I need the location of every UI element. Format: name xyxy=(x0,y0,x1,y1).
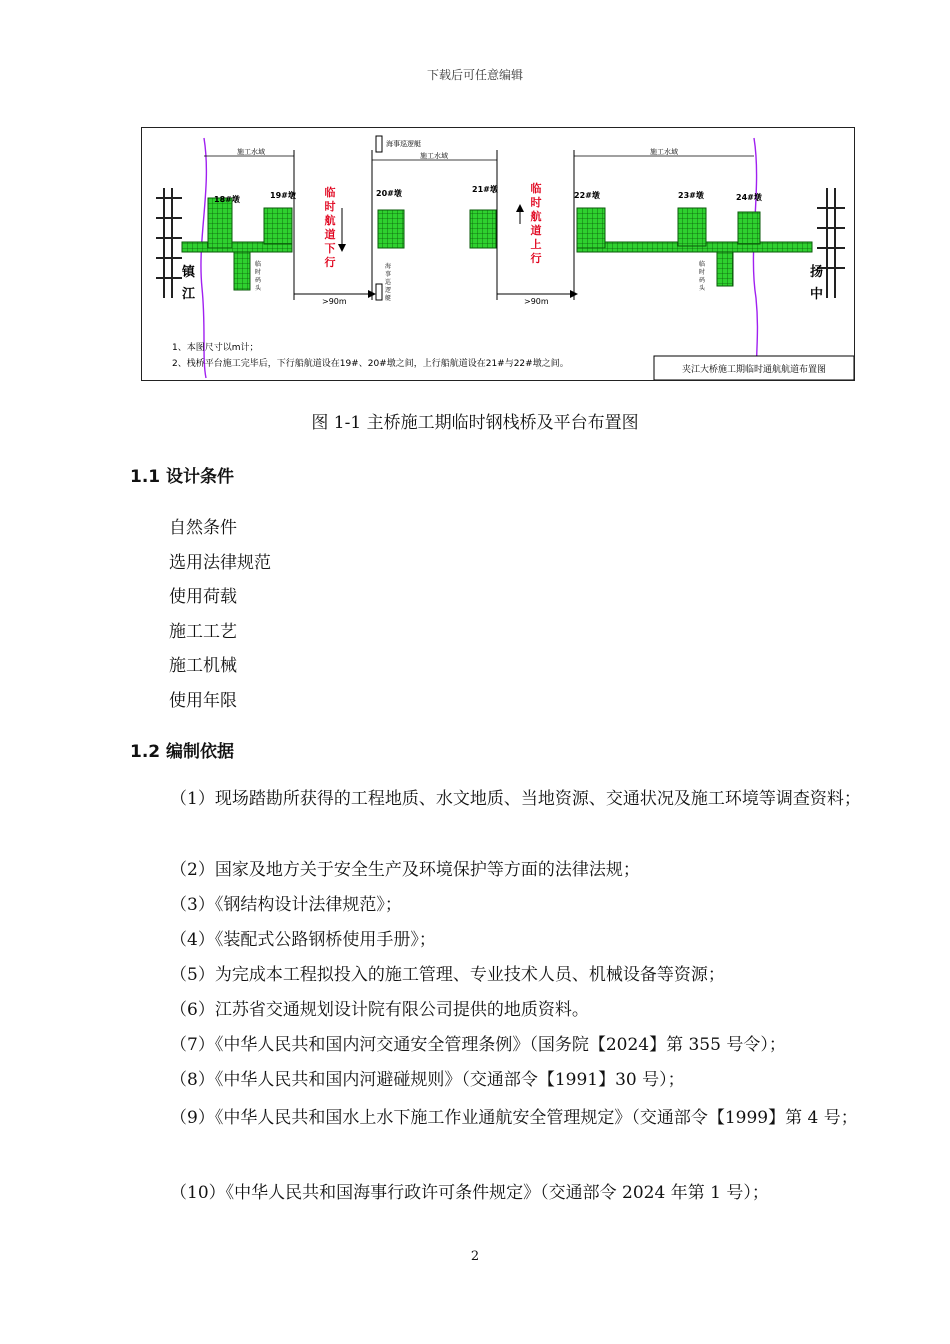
platform-23 xyxy=(678,208,706,246)
pier-label-22: 22#墩 xyxy=(574,191,600,200)
marker-bottom-5: 艇 xyxy=(384,295,392,302)
paragraph: （3）《钢结构设计法律规范》； xyxy=(170,895,402,915)
down-channel-6: 行 xyxy=(324,256,336,269)
pier-label-20: 20#墩 xyxy=(376,189,402,198)
paragraph: （8）《中华人民共和国内河避碰规则》（交通部令【1991】30 号）； xyxy=(170,1070,685,1090)
up-channel-4: 道 xyxy=(530,224,542,237)
pier-label-23: 23#墩 xyxy=(678,191,704,200)
paragraph: （2）国家及地方关于安全生产及环境保护等方面的法律法规； xyxy=(170,860,640,880)
section-title-1-1: 1.1 设计条件 xyxy=(130,467,235,487)
up-channel-5: 上 xyxy=(530,238,542,251)
list-item: 施工工艺 xyxy=(169,622,237,642)
list-item: 施工机械 xyxy=(169,656,237,676)
pier-label-21: 21#墩 xyxy=(472,185,498,194)
page-number: 2 xyxy=(470,1249,480,1264)
platform-24 xyxy=(738,212,760,244)
figure-caption: 图 1-1 主桥施工期临时钢栈桥及平台布置图 xyxy=(311,413,639,433)
title-box-label: 夹江大桥施工期临时通航航道布置图 xyxy=(681,365,827,375)
down-channel-1: 临 xyxy=(324,186,336,199)
bridge-diagram-svg xyxy=(142,128,854,380)
wharf-left-4: 头 xyxy=(254,285,262,292)
paragraph: （5）为完成本工程拟投入的施工管理、专业技术人员、机械设备等资源； xyxy=(170,965,725,985)
figure-layout-diagram xyxy=(141,127,855,381)
down-channel-2: 时 xyxy=(324,200,336,213)
list-item: 自然条件 xyxy=(169,518,237,538)
left-bank-2: 江 xyxy=(182,287,196,302)
width-label-1: >90m xyxy=(322,297,347,306)
paragraph: （6）江苏省交通规划设计院有限公司提供的地质资料。 xyxy=(170,1000,589,1020)
pier-label-24: 24#墩 xyxy=(736,193,762,202)
pier-label-18: 18#墩 xyxy=(214,195,240,204)
platform-20 xyxy=(378,210,404,248)
down-channel-5: 下 xyxy=(324,242,336,255)
paragraph: （10）《中华人民共和国海事行政许可条件规定》（交通部令 2024 年第 1 号）； xyxy=(170,1183,769,1203)
paragraph: （1）现场踏勘所获得的工程地质、水文地质、当地资源、交通状况及施工环境等调查资料； xyxy=(170,789,861,809)
right-bank-1: 扬 xyxy=(810,265,824,280)
wharf-left xyxy=(234,252,250,290)
right-bank-2: 中 xyxy=(810,287,824,302)
right-bank-piles xyxy=(817,188,845,298)
marker-bottom-4: 逻 xyxy=(384,287,392,294)
platform-22 xyxy=(577,208,605,248)
header-note: 下载后可任意编辑 xyxy=(426,68,523,82)
up-channel-3: 航 xyxy=(530,210,542,223)
platform-18 xyxy=(208,198,232,248)
paragraph: （4）《装配式公路钢桥使用手册》； xyxy=(170,930,436,950)
wharf-right-4: 头 xyxy=(698,285,706,292)
platform-19 xyxy=(264,208,292,244)
wharf-left-3: 码 xyxy=(254,277,262,284)
zone-label-1: 施工水域 xyxy=(237,148,265,156)
river-line-left xyxy=(201,138,206,378)
width-label-2: >90m xyxy=(524,297,549,306)
marker-bottom-3: 巡 xyxy=(384,279,392,286)
down-channel-3: 航 xyxy=(324,214,336,227)
figure-note-1: 1、本图尺寸以m计； xyxy=(172,343,259,353)
up-channel-1: 临 xyxy=(530,182,542,195)
wharf-right-1: 临 xyxy=(698,261,706,268)
wharf-left-1: 临 xyxy=(254,261,262,268)
figure-note-2: 2、栈桥平台施工完毕后，下行船航道设在19#、20#墩之间，上行船航道设在21#与22#墩之间。 xyxy=(172,359,569,369)
marker-bottom-1: 海 xyxy=(384,263,392,270)
list-item: 选用法律规范 xyxy=(169,553,271,573)
list-item: 使用荷载 xyxy=(169,587,237,607)
marker-bottom-2: 事 xyxy=(384,271,392,278)
patrol-boat-top-icon xyxy=(376,136,382,152)
up-channel-6: 行 xyxy=(530,252,542,265)
patrol-boat-bottom-icon xyxy=(376,284,382,300)
pier-label-19: 19#墩 xyxy=(270,191,296,200)
paragraph: （7）《中华人民共和国内河交通安全管理条例》（国务院【2024】第 355 号令）； xyxy=(170,1035,786,1055)
down-channel-4: 道 xyxy=(324,228,336,241)
paragraph: （9）《中华人民共和国水上水下施工作业通航安全管理规定》（交通部令【1999】第 4 号； xyxy=(170,1108,858,1128)
up-channel-2: 时 xyxy=(530,196,542,209)
list-item: 使用年限 xyxy=(169,691,237,711)
wharf-right-3: 码 xyxy=(698,277,706,284)
marker-top-label: 海事巡逻艇 xyxy=(386,140,421,148)
wharf-right-2: 时 xyxy=(698,269,706,276)
zone-label-2: 施工水域 xyxy=(420,152,448,160)
zone-label-3: 施工水域 xyxy=(650,148,678,156)
platform-21 xyxy=(470,210,496,248)
wharf-left-2: 时 xyxy=(254,269,262,276)
wharf-right xyxy=(717,252,733,286)
left-bank-1: 镇 xyxy=(182,265,196,280)
section-title-1-2: 1.2 编制依据 xyxy=(130,742,235,762)
river-line-right xyxy=(753,138,758,378)
left-bank-piles xyxy=(156,188,182,298)
